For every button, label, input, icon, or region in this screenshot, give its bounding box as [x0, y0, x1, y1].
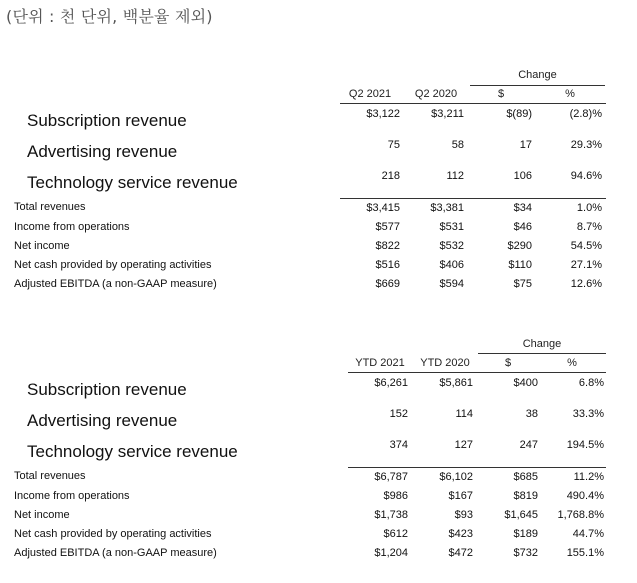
col-header-prior: YTD 2020: [420, 357, 470, 369]
cell-percent-change: 27.1%: [570, 259, 602, 271]
cell-percent-change: 94.6%: [570, 170, 602, 182]
col-header-percent-change: %: [565, 88, 575, 100]
cell-dollar-change: $189: [513, 528, 538, 540]
cell-prior: $472: [448, 547, 473, 559]
cell-current: $986: [383, 490, 408, 502]
cell-dollar-change: $290: [507, 240, 532, 252]
cell-current: $1,204: [374, 547, 408, 559]
change-header: Change: [518, 69, 557, 81]
cell-prior: $423: [448, 528, 473, 540]
cell-current: $3,122: [366, 108, 400, 120]
cell-dollar-change: 17: [519, 139, 532, 151]
cell-dollar-change: $819: [513, 490, 538, 502]
row-label-subscription: Subscription revenue: [27, 111, 187, 130]
cell-dollar-change: $(89): [506, 108, 532, 120]
cell-percent-change: 6.8%: [578, 377, 604, 389]
cell-percent-change: 54.5%: [570, 240, 602, 252]
cell-prior: 114: [455, 408, 473, 420]
col-header-dollar-change: $: [497, 88, 505, 100]
cell-percent-change: 11.2%: [573, 471, 604, 483]
col-header-current: Q2 2021: [348, 88, 392, 100]
cell-percent-change: 8.7%: [576, 221, 602, 233]
cell-dollar-change: 247: [519, 439, 538, 451]
row-label-net-cash: Net cash provided by operating activities: [14, 259, 212, 271]
row-label-total-revenues: Total revenues: [14, 470, 86, 482]
cell-prior: $93: [454, 509, 473, 521]
cell-current: $6,787: [374, 471, 408, 483]
cell-percent-change: (2.8)%: [569, 108, 602, 120]
cell-prior: 127: [454, 439, 473, 451]
unit-note: (단위 : 천 단위, 백분율 제외): [6, 7, 213, 26]
cell-current: 152: [389, 408, 408, 420]
cell-prior: $167: [448, 490, 473, 502]
cell-current: $577: [375, 221, 400, 233]
row-label-advertising: Advertising revenue: [27, 411, 178, 430]
cell-prior: $406: [439, 259, 464, 271]
row-label-income-from-operations: Income from operations: [14, 221, 130, 233]
cell-current: $1,738: [374, 509, 408, 521]
row-label-adjusted-ebitda: Adjusted EBITDA (a non-GAAP measure): [14, 547, 217, 559]
row-label-net-income: Net income: [14, 509, 70, 521]
cell-dollar-change: $732: [513, 547, 538, 559]
cell-dollar-change: $110: [508, 259, 532, 271]
cell-prior: 58: [451, 139, 464, 151]
cell-dollar-change: $1,645: [504, 509, 538, 521]
cell-percent-change: 1.0%: [576, 202, 602, 214]
cell-dollar-change: $685: [513, 471, 538, 483]
cell-percent-change: 29.3%: [570, 139, 602, 151]
cell-percent-change: 12.6%: [570, 278, 602, 290]
change-underline: [470, 85, 605, 86]
cell-current: 374: [389, 439, 408, 451]
cell-current: $3,415: [366, 202, 400, 214]
row-label-total-revenues: Total revenues: [14, 201, 86, 213]
cell-percent-change: 155.1%: [566, 547, 604, 559]
cell-prior: 112: [446, 170, 464, 182]
cell-prior: $532: [439, 240, 464, 252]
col-header-current: YTD 2021: [355, 357, 405, 369]
cell-current: $516: [375, 259, 400, 271]
cell-prior: $3,211: [431, 108, 464, 120]
header-underline: [340, 103, 606, 104]
col-header-percent-change: %: [567, 357, 577, 369]
row-label-adjusted-ebitda: Adjusted EBITDA (a non-GAAP measure): [14, 278, 217, 290]
cell-dollar-change: $46: [513, 221, 532, 233]
cell-prior: $531: [439, 221, 464, 233]
cell-dollar-change: $34: [513, 202, 532, 214]
total-divider: [348, 467, 606, 468]
cell-current: $6,261: [374, 377, 408, 389]
row-label-net-income: Net income: [14, 240, 70, 252]
row-label-advertising: Advertising revenue: [27, 142, 178, 161]
row-label-net-cash: Net cash provided by operating activities: [14, 528, 212, 540]
cell-dollar-change: $75: [513, 278, 532, 290]
cell-current: $612: [383, 528, 408, 540]
cell-prior: $3,381: [430, 202, 464, 214]
col-header-dollar-change: $: [504, 357, 512, 369]
row-label-technology-service: Technology service revenue: [27, 442, 238, 461]
cell-current: $669: [375, 278, 400, 290]
cell-prior: $6,102: [439, 471, 473, 483]
cell-percent-change: 490.4%: [566, 490, 604, 502]
change-underline: [478, 353, 606, 354]
row-label-subscription: Subscription revenue: [27, 380, 187, 399]
row-label-technology-service: Technology service revenue: [27, 173, 238, 192]
cell-current: 218: [381, 170, 400, 182]
cell-dollar-change: 106: [513, 170, 532, 182]
cell-current: $822: [375, 240, 400, 252]
cell-percent-change: 1,768.8%: [557, 509, 604, 521]
cell-percent-change: 194.5%: [566, 439, 604, 451]
cell-dollar-change: $400: [513, 377, 538, 389]
cell-percent-change: 33.3%: [572, 408, 604, 420]
change-header: Change: [522, 338, 562, 350]
cell-current: 75: [387, 139, 400, 151]
col-header-prior: Q2 2020: [414, 88, 458, 100]
total-divider: [340, 198, 606, 199]
cell-percent-change: 44.7%: [572, 528, 604, 540]
cell-prior: $594: [439, 278, 464, 290]
cell-dollar-change: 38: [525, 408, 538, 420]
row-label-income-from-operations: Income from operations: [14, 490, 130, 502]
cell-prior: $5,861: [439, 377, 473, 389]
header-underline: [348, 372, 606, 373]
